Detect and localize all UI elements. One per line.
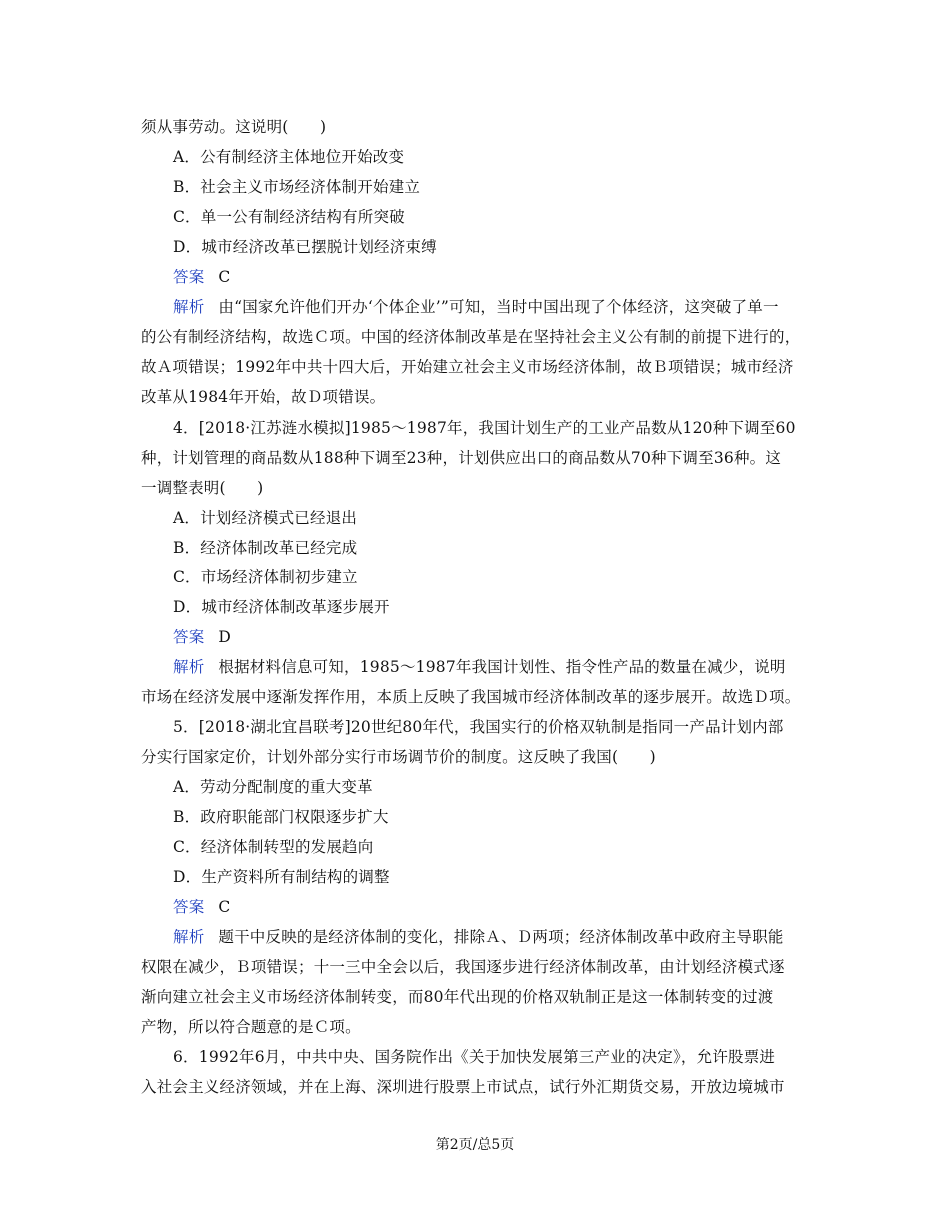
q4-analysis-line-2: 市场在经济发展中逐渐发挥作用，本质上反映了我国城市经济体制改革的逐步展开。故选Ｄ项。	[141, 688, 801, 706]
q3-option-c: C．单一公有制经济结构有所突破	[173, 208, 405, 226]
q5-analysis-line-2: 权限在减少，Ｂ项错误；十一三中全会以后，我国逐步进行经济体制改革，由计划经济模式逐	[141, 958, 785, 976]
q5-analysis-text-1: 题干中反映的是经济体制的变化，排除Ａ、Ｄ两项；经济体制改革中政府主导职能	[218, 928, 784, 946]
q5-answer-label: 答案	[173, 898, 205, 916]
q3-answer	[173, 267, 230, 287]
q5-stem-line-2: 分实行国家定价，计划外部分实行市场调节价的制度。这反映了我国( )	[141, 748, 656, 766]
q4-stem-line-3: 一调整表明( )	[141, 479, 264, 497]
q5-option-d: D．生产资料所有制结构的调整	[173, 868, 390, 886]
q5-analysis-line-1	[173, 927, 784, 947]
q5-option-a: A．劳动分配制度的重大变革	[173, 778, 373, 796]
q3-analysis-line-1	[173, 297, 779, 317]
q3-option-a: A．公有制经济主体地位开始改变	[173, 148, 405, 166]
q4-analysis-label: 解析	[173, 658, 205, 676]
q4-stem-line-1: 4．[2018·江苏涟水模拟]1985～1987年，我国计划生产的工业产品数从120种下调至60	[173, 419, 796, 437]
q4-stem-line-2: 种，计划管理的商品数从188种下调至23种，计划供应出口的商品数从70种下调至36种。这	[141, 449, 782, 467]
q5-analysis-line-3: 渐向建立社会主义市场经济体制转变，而80年代出现的价格双轨制正是这一体制转变的过渡	[141, 988, 774, 1006]
q4-answer-label: 答案	[173, 628, 205, 646]
q5-stem-line-1: 5．[2018·湖北宜昌联考]20世纪80年代，我国实行的价格双轨制是指同一产品计划内部	[173, 718, 784, 736]
q3-analysis-line-3: 故Ａ项错误；1992年中共十四大后，开始建立社会主义市场经济体制，故Ｂ项错误；城市经济	[141, 358, 794, 376]
q3-stem-tail: 须从事劳动。这说明( )	[141, 118, 327, 136]
q3-analysis-text-1: 由“国家允许他们开办‘个体企业’”可知，当时中国出现了个体经济，这突破了单一	[218, 298, 779, 316]
q6-stem-line-2: 入社会主义经济领域，并在上海、深圳进行股票上市试点，试行外汇期货交易，开放边境城市	[141, 1078, 785, 1096]
q4-analysis-line-1	[173, 657, 786, 677]
q5-analysis-label: 解析	[173, 928, 205, 946]
q3-analysis-label: 解析	[173, 298, 205, 316]
q5-answer-value: C	[218, 898, 231, 916]
q3-answer-value: C	[218, 268, 231, 286]
q3-option-b: B．社会主义市场经济体制开始建立	[173, 178, 421, 196]
q4-option-a: A．计划经济模式已经退出	[173, 509, 358, 527]
q4-option-b: B．经济体制改革已经完成	[173, 539, 358, 557]
page-footer: 第2页/总5页	[435, 1137, 515, 1153]
q3-analysis-line-2: 的公有制经济结构，故选Ｃ项。中国的经济体制改革是在坚持社会主义公有制的前提下进行的，	[141, 328, 801, 346]
q4-analysis-text-1: 根据材料信息可知，1985～1987年我国计划性、指令性产品的数量在减少，说明	[218, 658, 786, 676]
q4-option-d: D．城市经济体制改革逐步展开	[173, 598, 390, 616]
q4-answer-value: D	[218, 628, 232, 646]
q3-analysis-line-4: 改革从1984年开始，故Ｄ项错误。	[141, 388, 386, 406]
q4-option-c: C．市场经济体制初步建立	[173, 568, 358, 586]
q5-option-c: C．经济体制转型的发展趋向	[173, 838, 374, 856]
q3-answer-label: 答案	[173, 268, 205, 286]
q3-option-d: D．城市经济改革已摆脱计划经济束缚	[173, 238, 437, 256]
q6-stem-line-1: 6．1992年6月，中共中央、国务院作出《关于加快发展第三产业的决定》，允许股票进	[173, 1048, 776, 1066]
q5-answer	[173, 897, 230, 917]
q4-answer	[173, 627, 231, 647]
q5-analysis-line-4: 产物，所以符合题意的是Ｃ项。	[141, 1018, 361, 1036]
q5-option-b: B．政府职能部门权限逐步扩大	[173, 808, 389, 826]
